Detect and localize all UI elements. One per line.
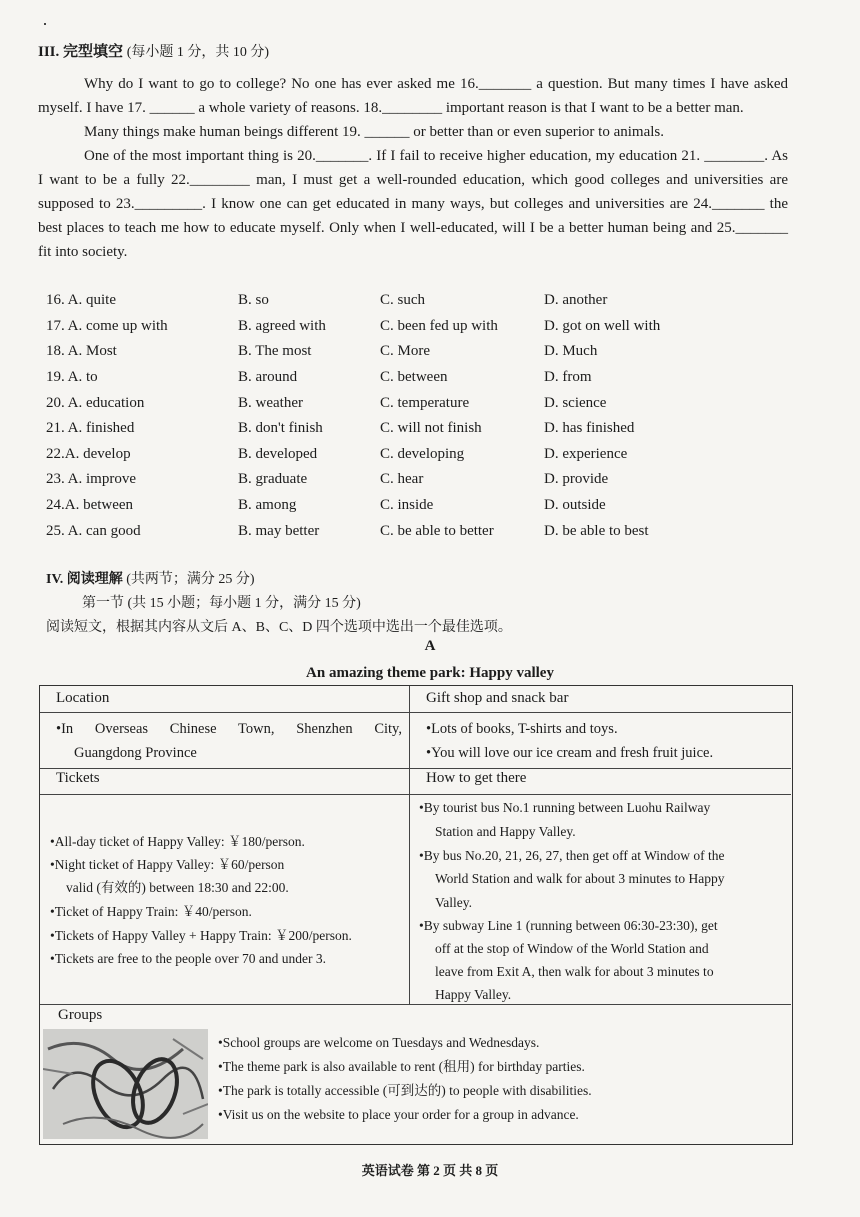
option-a: 17. A. come up with bbox=[46, 317, 168, 334]
option-a: 16. A. quite bbox=[46, 292, 116, 309]
option-c: C. developing bbox=[380, 445, 465, 462]
option-row bbox=[46, 288, 766, 314]
cloze-options bbox=[46, 288, 766, 544]
tickets-heading: Tickets bbox=[56, 770, 100, 786]
section4-scoring: (共两节；满分 25 分) bbox=[126, 572, 255, 587]
option-row bbox=[46, 467, 766, 493]
table-rule bbox=[40, 768, 791, 769]
location-line: Guangdong Province bbox=[74, 745, 197, 761]
groups-photo-graphic bbox=[43, 1029, 208, 1139]
option-b: B. The most bbox=[238, 343, 312, 360]
option-row bbox=[46, 518, 766, 544]
ticket-line: valid (有效的) between 18:30 and 22:00. bbox=[66, 880, 289, 895]
reading-instruction: 阅读短文，根据其内容从文后 A、B、C、D 四个选项中选出一个最佳选项。 bbox=[46, 620, 512, 635]
option-row bbox=[46, 365, 766, 391]
table-rule bbox=[40, 1004, 791, 1005]
table-rule bbox=[40, 794, 791, 795]
option-c: C. inside bbox=[380, 497, 434, 514]
option-b: B. developed bbox=[238, 445, 318, 462]
part1-heading: 第一节 (共 15 小题；每小题 1 分，满分 15 分) bbox=[82, 596, 361, 611]
option-a: 21. A. finished bbox=[46, 420, 135, 437]
option-d: D. provide bbox=[544, 471, 609, 488]
option-a: 23. A. improve bbox=[46, 471, 136, 488]
directions-line: Happy Valley. bbox=[435, 987, 512, 1002]
option-c: C. temperature bbox=[380, 394, 470, 411]
gift-shop-heading: Gift shop and snack bar bbox=[426, 690, 569, 706]
option-d: D. Much bbox=[544, 343, 598, 360]
table-title: An amazing theme park: Happy valley bbox=[306, 665, 554, 681]
section3-heading bbox=[38, 40, 269, 61]
directions-line: •By tourist bus No.1 running between Luohu Railway bbox=[419, 800, 711, 815]
directions-line: •By subway Line 1 (running between 06:30-23:30), get bbox=[419, 918, 718, 933]
passage-letter: A bbox=[424, 638, 436, 654]
directions-heading: How to get there bbox=[426, 770, 527, 786]
option-row bbox=[46, 416, 766, 442]
option-row bbox=[46, 493, 766, 519]
option-d: D. science bbox=[544, 394, 607, 411]
directions-line: •By bus No.20, 21, 26, 27, then get off at Window of the bbox=[419, 848, 725, 863]
option-d: D. got on well with bbox=[544, 317, 661, 334]
option-b: B. don't finish bbox=[238, 420, 323, 437]
groups-photo bbox=[43, 1029, 208, 1139]
option-d: D. has finished bbox=[544, 420, 635, 437]
option-c: C. will not finish bbox=[380, 420, 482, 437]
option-c: C. hear bbox=[380, 471, 424, 488]
groups-line: •School groups are welcome on Tuesdays and Wednesdays. bbox=[218, 1035, 540, 1050]
ticket-line: •Tickets of Happy Valley + Happy Train: ￥200/person. bbox=[50, 928, 352, 943]
groups-heading: Groups bbox=[58, 1007, 103, 1023]
option-b: B. may better bbox=[238, 522, 320, 539]
option-c: C. be able to better bbox=[380, 522, 494, 539]
ticket-line: •Tickets are free to the people over 70 and under 3. bbox=[50, 951, 327, 966]
directions-line: Valley. bbox=[435, 895, 472, 910]
directions-line: Station and Happy Valley. bbox=[435, 824, 576, 839]
groups-line: •Visit us on the website to place your order for a group in advance. bbox=[218, 1107, 579, 1122]
option-d: D. from bbox=[544, 369, 592, 386]
ticket-line: •All-day ticket of Happy Valley: ￥180/person. bbox=[50, 834, 305, 849]
location-line: •In Overseas Chinese Town, Shenzhen City, bbox=[56, 721, 402, 737]
location-heading: Location bbox=[56, 690, 110, 706]
info-table bbox=[39, 685, 793, 1145]
option-d: D. be able to best bbox=[544, 522, 649, 539]
ticket-line: •Ticket of Happy Train: ￥40/person. bbox=[50, 904, 252, 919]
groups-line: •The park is totally accessible (可到达的) to people with disabilities. bbox=[218, 1083, 592, 1098]
groups-line: •The theme park is also available to rent (租用) for birthday parties. bbox=[218, 1059, 585, 1074]
page-footer: 英语试卷 第 2 页 共 8 页 bbox=[361, 1163, 499, 1178]
print-speck bbox=[44, 23, 46, 25]
gift-shop-line: •You will love our ice cream and fresh fruit juice. bbox=[426, 745, 714, 761]
directions-line: World Station and walk for about 3 minutes to Happy bbox=[435, 871, 725, 886]
option-c: C. been fed up with bbox=[380, 317, 498, 334]
option-b: B. among bbox=[238, 497, 297, 514]
option-b: B. around bbox=[238, 369, 298, 386]
passage-paragraph: Many things make human beings different 19. ______ or better than or even superior to animals. bbox=[84, 124, 665, 140]
ticket-line: •Night ticket of Happy Valley: ￥60/person bbox=[50, 857, 285, 872]
section4-heading bbox=[46, 568, 255, 588]
option-b: B. weather bbox=[238, 394, 303, 411]
option-a: 25. A. can good bbox=[46, 522, 141, 539]
option-row bbox=[46, 390, 766, 416]
directions-line: off at the stop of Window of the World Station and bbox=[435, 941, 709, 956]
passage-paragraph: Why do I want to go to college? No one has ever asked me 16._______ a question. But many times I have asked myself. I have 17. ______ a whole variety of reasons. 18.________ important reason is that I want to be a better man. bbox=[38, 76, 788, 116]
option-a: 19. A. to bbox=[46, 369, 98, 386]
option-a: 18. A. Most bbox=[46, 343, 117, 360]
option-c: C. More bbox=[380, 343, 430, 360]
table-rule bbox=[40, 712, 791, 713]
section4-title: IV. 阅读理解 bbox=[46, 572, 123, 587]
option-c: C. such bbox=[380, 292, 425, 309]
option-row bbox=[46, 442, 766, 468]
option-c: C. between bbox=[380, 369, 448, 386]
table-rule bbox=[409, 686, 410, 1004]
option-d: D. outside bbox=[544, 497, 606, 514]
option-b: B. so bbox=[238, 292, 269, 309]
option-a: 20. A. education bbox=[46, 394, 145, 411]
option-d: D. another bbox=[544, 292, 608, 309]
option-d: D. experience bbox=[544, 445, 628, 462]
section3-scoring: (每小题 1 分，共 10 分) bbox=[126, 45, 270, 60]
option-a: 22.A. develop bbox=[46, 445, 131, 462]
option-row bbox=[46, 339, 766, 365]
option-b: B. graduate bbox=[238, 471, 308, 488]
gift-shop-line: •Lots of books, T-shirts and toys. bbox=[426, 721, 618, 737]
option-b: B. agreed with bbox=[238, 317, 326, 334]
cloze-passage bbox=[38, 72, 788, 264]
option-a: 24.A. between bbox=[46, 497, 134, 514]
section3-title: III. 完型填空 bbox=[38, 44, 124, 60]
passage-paragraph: One of the most important thing is 20._______. If I fail to receive higher education, my education 21. ________. As I want to be a fully 22.________ man, I must get a well-rounded education, which good colleges and universities are supposed to 23._________. I know one can get educated in many ways, but colleges and universities are 24._______ the best places to teach me how to educate myself. Only when I well-educated, will I be a better human being and 25._______ fit into society. bbox=[38, 148, 788, 260]
option-row bbox=[46, 314, 766, 340]
directions-line: leave from Exit A, then walk for about 3 minutes to bbox=[435, 964, 714, 979]
